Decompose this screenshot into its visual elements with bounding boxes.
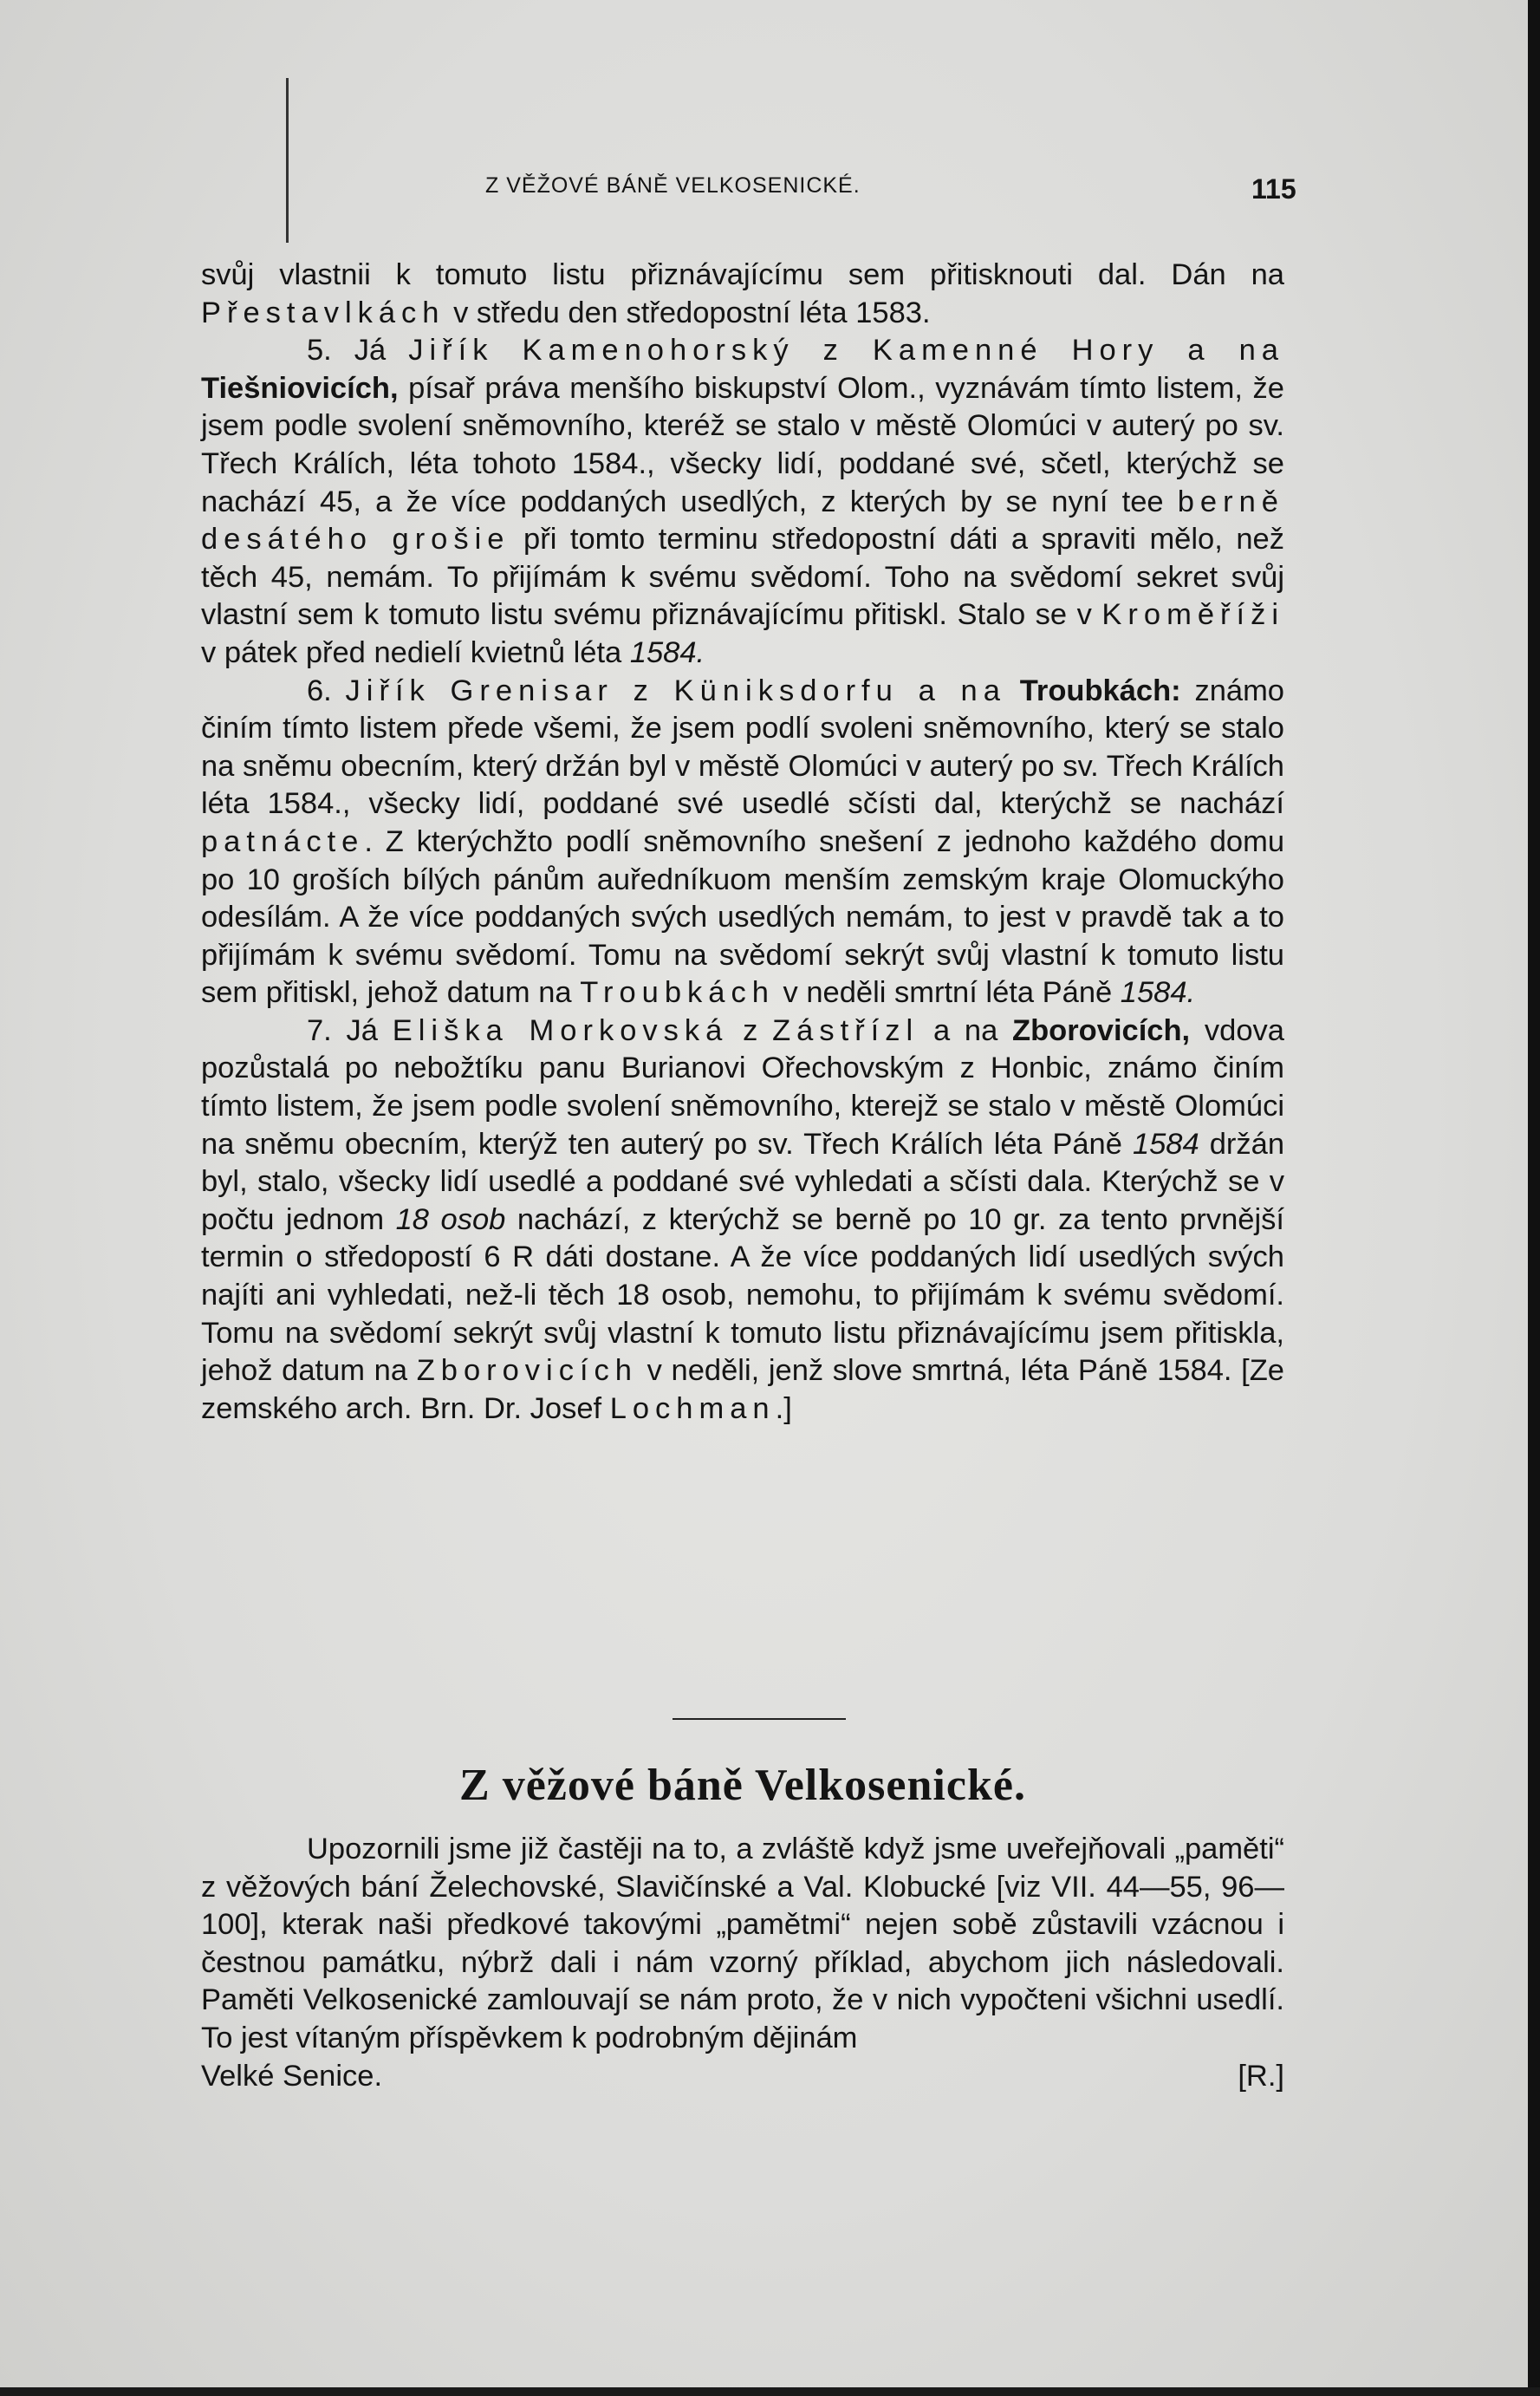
text-run: Upozornili jsme již častěji na to, a zvláště když jsme uveřejňovali „paměti“ z věžových bání Želechovské, Slavičínské a Val. Klobucké [viz VII. 44—55, 96—100], kterak naši předkové takovými „pamětmi“ nejen sobě zůstavili vzácnou i čestnou památku, nýbrž dali i nám vzorný příklad, abychom jich následovali. Paměti Velkosenické zamlouvají se nám proto, že v nich vypočteni všichni usedlí. To jest vítaným příspěvkem k podrobným dějinám	[201, 1833, 1284, 2054]
text-run: nachází, z kterýchž se berně po 10 gr. za tento prvnější termin o středopostí 6 R dáti dostane. A že více poddaných lidí usedlých svých najíti ani vyhledati, než-li těch 18 osob, nemohu, to přijímám k svému svědomí. Tomu na svědomí sekrýt svůj vlastní k tomuto listu přiznávajícímu jsem přitiskla, jehož datum na	[201, 1202, 1284, 1388]
section-divider	[673, 1718, 846, 1720]
tax-name: berně desátého grošie	[201, 485, 1284, 557]
person-name: Jiřík Kamenohorský z Kamenné Hory a na	[408, 334, 1284, 368]
page-number: 115	[1251, 173, 1296, 205]
text-run: v neděli smrtní léta Páně	[774, 976, 1121, 1010]
signature: [R.]	[1238, 2059, 1284, 2093]
signature-line	[201, 2058, 1284, 2096]
text-run: vdova pozůstalá po nebožtíku panu Burianovi Ořechovským z Honbic, známo činím tímto listem, že jsem podle svolení sněmovního, kterejž se stalo v městě Olomúci na sněmu obecním, kterýž ten auterý po sv. Třech Králích léta Páně	[201, 1013, 1284, 1161]
running-head: Z VĚŽOVÉ BÁNĚ VELKOSENICKÉ.	[485, 173, 861, 198]
place-name: Kroměříži	[1101, 598, 1284, 632]
estate-name: Troubkách:	[1019, 674, 1181, 707]
estate-name: Tiešniovicích,	[201, 371, 399, 405]
scan-edge-bottom	[0, 2387, 1540, 2396]
place-name: Troubkách	[580, 976, 775, 1010]
item-number: 7. Já	[307, 1013, 393, 1047]
paragraph-7	[201, 1012, 1284, 1429]
scan-artifact-line	[286, 78, 289, 243]
text-run: v středu den středopostní léta 1583.	[445, 296, 931, 329]
text-run: při tomto terminu středopostní dáti a spraviti mělo, než těch 45, nemám. To přijímám k svému svědomí. Toho na svědomí sekret svůj vlastní sem k tomuto listu svému přiznávajícímu přitiskl. Stalo se v	[201, 523, 1284, 632]
text-run: písař práva menšího biskupství Olom., vyznávám tímto listem, že jsem podle svolení sněmovního, kteréž se stalo v městě Olomúci v auterý po sv. Třech Králích, léta tohoto 1584., všecky lidí, poddané své, sčetl, kterýchž se nachází 45, a že více poddaných usedlých, z kterých by se nyní tee	[201, 371, 1284, 518]
place-name: Zborovicích	[416, 1354, 638, 1388]
count: 18 osob	[395, 1202, 506, 1236]
scan-edge-right	[1528, 0, 1540, 2396]
family-name: Zástřízl	[772, 1013, 919, 1047]
text-run: svůj vlastnii k tomuto listu přiznávajícímu sem přitisknouti dal. Dán na	[201, 258, 1284, 291]
year: 1584.	[629, 635, 705, 669]
person-name: Eliška Morkovská	[392, 1013, 729, 1047]
year: 1584.	[1120, 976, 1196, 1010]
paragraph-6	[201, 673, 1284, 1012]
person-name: Jiřík Grenisar z Küniksdorfu a na	[345, 674, 1006, 707]
article-last-line: Velké Senice.	[201, 2059, 383, 2093]
count: patnácte	[201, 824, 365, 858]
text-run: .]	[775, 1391, 792, 1425]
paragraph-continuation	[201, 257, 1284, 332]
document-body	[201, 257, 1284, 1428]
text-run: známo činím tímto listem přede všemi, že jsem podlí svoleni sněmovního, který se stalo na sněmu obecním, který držán byl v městě Olomúci v auterý po sv. Třech Králích léta 1584., všecky lidí, poddané své usedlé sčísti dal, kterýchž se nachází	[201, 674, 1284, 821]
article-title: Z věžové báně Velkosenické.	[459, 1761, 1026, 1810]
author-name: Lochman	[609, 1391, 776, 1425]
place-name: Přestavlkách	[201, 296, 445, 329]
text-run: v pátek před nedielí kvietnů léta	[201, 635, 630, 669]
text-run: z	[728, 1013, 773, 1047]
text-run: v neděli, jenž slove smrtná, léta Páně 1584. [Ze zemského arch. Brn. Dr. Josef	[201, 1354, 1284, 1425]
estate-name: Zborovicích,	[1012, 1013, 1191, 1047]
item-number: 5. Já	[307, 334, 409, 368]
text-run: . Z kterýchžto podlí sněmovního snešení z jednoho každého domu po 10 groších bílých pánům auředníkuom menším zemským kraje Olomuckýho odesílám. A že více poddaných svých usedlých nemám, to jest v pravdě tak a to přijímám k svému svědomí. Tomu na svědomí sekrýt svůj vlastní k tomuto listu sem přitiskl, jehož datum na	[201, 824, 1284, 1010]
item-number: 6.	[307, 674, 346, 707]
year: 1584	[1132, 1127, 1199, 1161]
text-run: a na	[919, 1013, 1013, 1047]
paragraph-5	[201, 332, 1284, 672]
article-body	[201, 1831, 1284, 2095]
article-paragraph	[201, 1831, 1284, 2058]
text-run: držán byl, stalo, všecky lidí usedlé a poddané své vyhledati a sčísti dala. Kterýchž se v počtu jednom	[201, 1127, 1285, 1236]
